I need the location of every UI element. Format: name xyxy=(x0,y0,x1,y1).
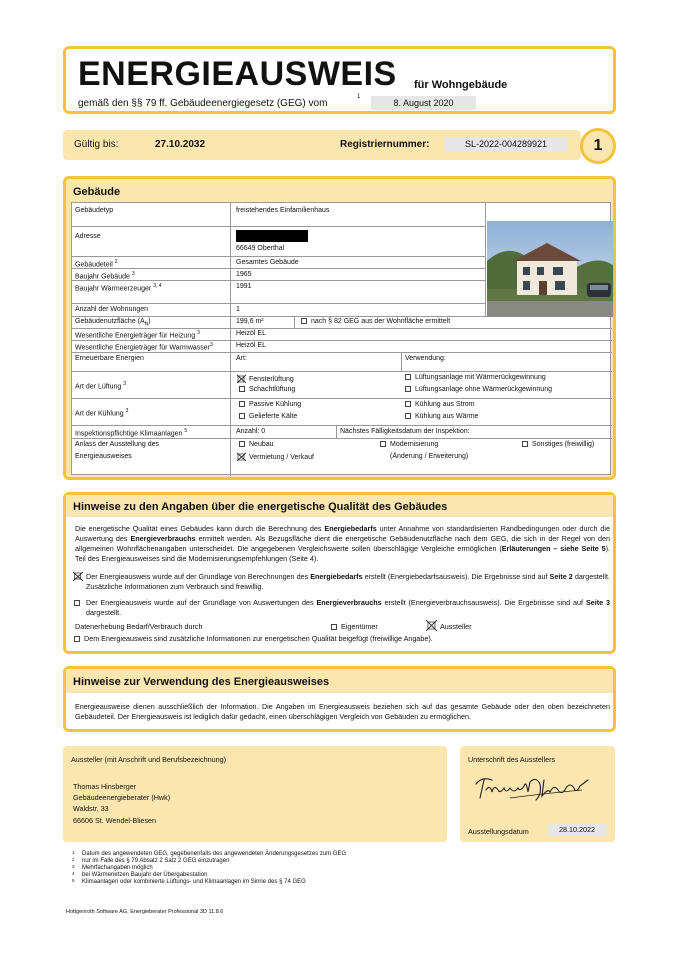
anlass-sonstiges-checkbox[interactable] xyxy=(522,441,528,447)
lueftung-fenster[interactable]: Fensterlüftung xyxy=(237,374,294,383)
gebaeudeteil-label: Gebäudeteil $^2$ xyxy=(75,259,118,269)
warmwasser-value: Heizöl EL xyxy=(236,342,266,349)
signature-image xyxy=(470,770,600,806)
nutzflaeche-checkbox[interactable] xyxy=(301,318,307,324)
building-photo xyxy=(487,221,613,317)
anlass-aenderung: (Änderung / Erweiterung) xyxy=(390,453,469,460)
issue-date-label: Ausstellungsdatum xyxy=(468,827,529,836)
issue-date: 28.10.2022 xyxy=(548,824,606,836)
kuehlung-waerme[interactable]: Kühlung aus Wärme xyxy=(405,413,478,420)
kuehlung-strom-checkbox[interactable] xyxy=(405,401,411,407)
klima-anzahl: Anzahl: 0 xyxy=(236,428,266,435)
signature-box xyxy=(460,746,615,842)
lueftung-mit-wrg[interactable]: Lüftungsanlage mit Wärmerückgewinnung xyxy=(405,374,546,381)
heizung-label: Wesentliche Energieträger für Heizung $^3$ xyxy=(75,330,200,340)
law-date: 8. August 2020 xyxy=(371,96,476,110)
hinweise-qualitaet-section xyxy=(63,492,616,654)
valid-label: Gültig bis: xyxy=(74,139,119,150)
klima-label: Inspektionspflichtige Klimaanlagen $^5$ xyxy=(75,428,188,438)
erneuerbar-label: Erneuerbare Energien xyxy=(75,355,144,362)
gebaeudeteil-value: Gesamtes Gebäude xyxy=(236,259,299,266)
page-number: 1 xyxy=(593,137,603,154)
erneuerbar-art: Art: xyxy=(236,355,247,362)
waermeerzeuger-value: 1991 xyxy=(236,283,252,290)
anlass-label-1: Anlass der Ausstellung des xyxy=(75,441,160,448)
datenerhebung-label: Datenerhebung Bedarf/Verbrauch durch xyxy=(75,622,203,631)
wohnungen-label: Anzahl der Wohnungen xyxy=(75,306,149,313)
adresse-redaction xyxy=(236,230,308,242)
aussteller-option[interactable]: Aussteller xyxy=(426,620,472,631)
nutzflaeche-value: 199,6 m² xyxy=(236,318,264,325)
kuehlung-label: Art der Kühlung $^3$ xyxy=(75,408,129,418)
lueftung-ohne-wrg[interactable]: Lüftungsanlage ohne Wärmerückgewinnung xyxy=(405,386,552,393)
kuehlung-passiv[interactable]: Passive Kühlung xyxy=(239,401,301,408)
eigentuemer-checkbox[interactable] xyxy=(331,624,337,630)
building-section xyxy=(63,176,616,480)
building-section-title: Gebäude xyxy=(73,186,121,198)
footnote: 2 nur im Falle des § 79 Absatz 2 Satz 2 GEG einzutragen xyxy=(72,857,230,864)
kuehlung-strom[interactable]: Kühlung aus Strom xyxy=(405,401,475,408)
heizung-value: Heizöl EL xyxy=(236,330,266,337)
issuer-name: Thomas Hinsberger xyxy=(73,782,137,791)
adresse-value: 66649 Oberthal xyxy=(236,245,285,252)
issuer-label: Aussteller (mit Anschrift und Berufsbezeichnung) xyxy=(71,755,227,764)
anlass-modernisierung[interactable]: Modernisierung xyxy=(380,441,438,448)
hinweise-verwendung-section xyxy=(63,666,616,732)
eigentuemer-option[interactable]: Eigentümer xyxy=(331,622,378,631)
issuer-city: 66606 St. Wendel-Bliesen xyxy=(73,816,156,825)
registration-label: Registriernummer: xyxy=(340,139,430,150)
lueftung-fenster-checkbox[interactable] xyxy=(237,374,246,383)
anlass-neubau[interactable]: Neubau xyxy=(239,441,274,448)
anlass-neubau-checkbox[interactable] xyxy=(239,441,245,447)
bedarf-checkbox[interactable] xyxy=(73,571,83,581)
issuer-street: Waldstr. 33 xyxy=(73,804,109,813)
document-title: ENERGIEAUSWEIS xyxy=(78,55,397,93)
footnote: 3 Mehrfachangaben möglich xyxy=(72,864,153,871)
zusatzinfo-option[interactable]: Dem Energieausweis sind zusätzliche Informationen zur energetischen Qualität beigefügt (freiwillige Angabe). xyxy=(74,634,433,643)
hinweise-qualitaet-title: Hinweise zu den Angaben über die energetische Qualität des Gebäudes xyxy=(73,501,448,513)
validity-bar xyxy=(63,130,581,160)
software-credit: Hottgenroth Software AG, Energieberater Professional 3D 11.8.6 xyxy=(66,909,224,915)
baujahr-label: Baujahr Gebäude $^3$ xyxy=(75,271,135,281)
waermeerzeuger-label: Baujahr Wärmeerzeuger $^{3, 4}$ xyxy=(75,283,162,293)
issuer-box xyxy=(63,746,447,842)
erneuerbar-verwendung: Verwendung: xyxy=(405,355,446,362)
valid-date: 27.10.2032 xyxy=(155,139,206,150)
nutzflaeche-label: Gebäudenutzfläche $(A_N)$ xyxy=(75,318,151,328)
warmwasser-label: Wesentliche Energieträger für Warmwasser$^3$ xyxy=(75,342,213,352)
kuehlung-geliefert[interactable]: Gelieferte Kälte xyxy=(239,413,297,420)
nutzflaeche-option[interactable]: nach § 82 GEG aus der Wohnfläche ermittelt xyxy=(301,318,450,325)
klima-faelligkeit: Nächstes Fälligkeitsdatum der Inspektion: xyxy=(340,428,470,435)
lueftung-ohne-wrg-checkbox[interactable] xyxy=(405,386,411,392)
signature-label: Unterschrift des Ausstellers xyxy=(468,755,556,764)
lueftung-mit-wrg-checkbox[interactable] xyxy=(405,374,411,380)
kuehlung-waerme-checkbox[interactable] xyxy=(405,413,411,419)
footnotes xyxy=(72,851,472,886)
baujahr-value: 1965 xyxy=(236,271,252,278)
header-frame xyxy=(63,46,616,114)
document-subtitle: für Wohngebäude xyxy=(414,79,508,91)
page-number-badge xyxy=(580,128,616,164)
anlass-vermietung-checkbox[interactable] xyxy=(237,452,246,461)
zusatzinfo-checkbox[interactable] xyxy=(74,636,80,642)
lueftung-schacht[interactable]: Schachtlüftung xyxy=(239,386,295,393)
anlass-modernisierung-checkbox[interactable] xyxy=(380,441,386,447)
lueftung-schacht-checkbox[interactable] xyxy=(239,386,245,392)
footnote: 5 Klimaanlagen oder kombinierte Lüftungs- und Klimaanlagen im Sinne des § 74 GEG xyxy=(72,878,306,885)
anlass-sonstiges[interactable]: Sonstiges (freiwillig) xyxy=(522,441,594,448)
issuer-role: Gebäudeenergieberater (Hwk) xyxy=(73,793,171,802)
kuehlung-geliefert-checkbox[interactable] xyxy=(239,413,245,419)
law-reference: gemäß den §§ 79 ff. Gebäudeenergiegesetz (GEG) vom xyxy=(78,98,328,109)
bedarfsausweis-text: Der Energieausweis wurde auf der Grundlage von Berechnungen des Energiebedarfs erstellt (Energiebedarfsausweis). Die Ergebnisse sind auf Seite 2 dargestellt. Zusätzliche Informationen zum Verbrauch sind freiwillig. xyxy=(86,572,610,591)
hinweise-qualitaet-text: Die energetische Qualität eines Gebäudes kann durch die Berechnung des Energiebedarfs unter Annahme von standardisierten Randbedingungen oder durch die Auswertung des Energieverbrauchs ermittelt werden. Als Bezugsfläche dient die energetische Gebäudenutzfläche nach dem GEG, die sich in der Regel von den allgemeinen Wohnflächenangaben unterscheidet. Die angegebenen Vergleichswerte sollen überschlägige Vergleiche ermöglichen (Erläuterungen – siehe Seite 5). Teil des Energieausweises sind die Modernisierungsempfehlungen (Seite 4). xyxy=(75,524,610,563)
gebaeudetyp-value: freistehendes Einfamilienhaus xyxy=(236,207,330,214)
anlass-label-2: Energieausweises xyxy=(75,453,132,460)
law-footnote: 1 xyxy=(357,94,361,100)
wohnungen-value: 1 xyxy=(236,306,240,313)
hinweise-verwendung-title: Hinweise zur Verwendung des Energieausweises xyxy=(73,676,330,688)
footnote: 4 bei Wärmenetzen Baujahr der Übergabestation xyxy=(72,871,208,878)
verbrauch-checkbox[interactable] xyxy=(74,600,80,606)
adresse-label: Adresse xyxy=(75,233,101,240)
kuehlung-passiv-checkbox[interactable] xyxy=(239,401,245,407)
footnote: 1 Datum des angewendeten GEG, gegebenenfalls des angewendeten Änderungsgesetzes zum GEG xyxy=(72,850,347,857)
lueftung-label: Art der Lüftung $^3$ xyxy=(75,381,127,391)
aussteller-checkbox[interactable] xyxy=(426,620,437,631)
anlass-vermietung[interactable]: Vermietung / Verkauf xyxy=(237,452,314,461)
verbrauchsausweis-text: Der Energieausweis wurde auf der Grundlage von Auswertungen des Energieverbrauchs erstellt (Energieverbrauchsausweis). Die Ergebnisse sind auf Seite 3 dargestellt. xyxy=(86,598,610,617)
gebaeudetyp-label: Gebäudetyp xyxy=(75,207,114,214)
hinweise-verwendung-text: Energieausweise dienen ausschließlich der Information. Die Angaben im Energieausweis beziehen sich auf das gesamte Gebäude oder den oben bezeichneten Gebäudeteil. Der Energieausweis ist lediglich dafür gedacht, einen überschlägigen Vergleich von Gebäuden zu ermöglichen. xyxy=(75,702,610,721)
registration-number: SL-2022-004289921 xyxy=(445,137,567,152)
